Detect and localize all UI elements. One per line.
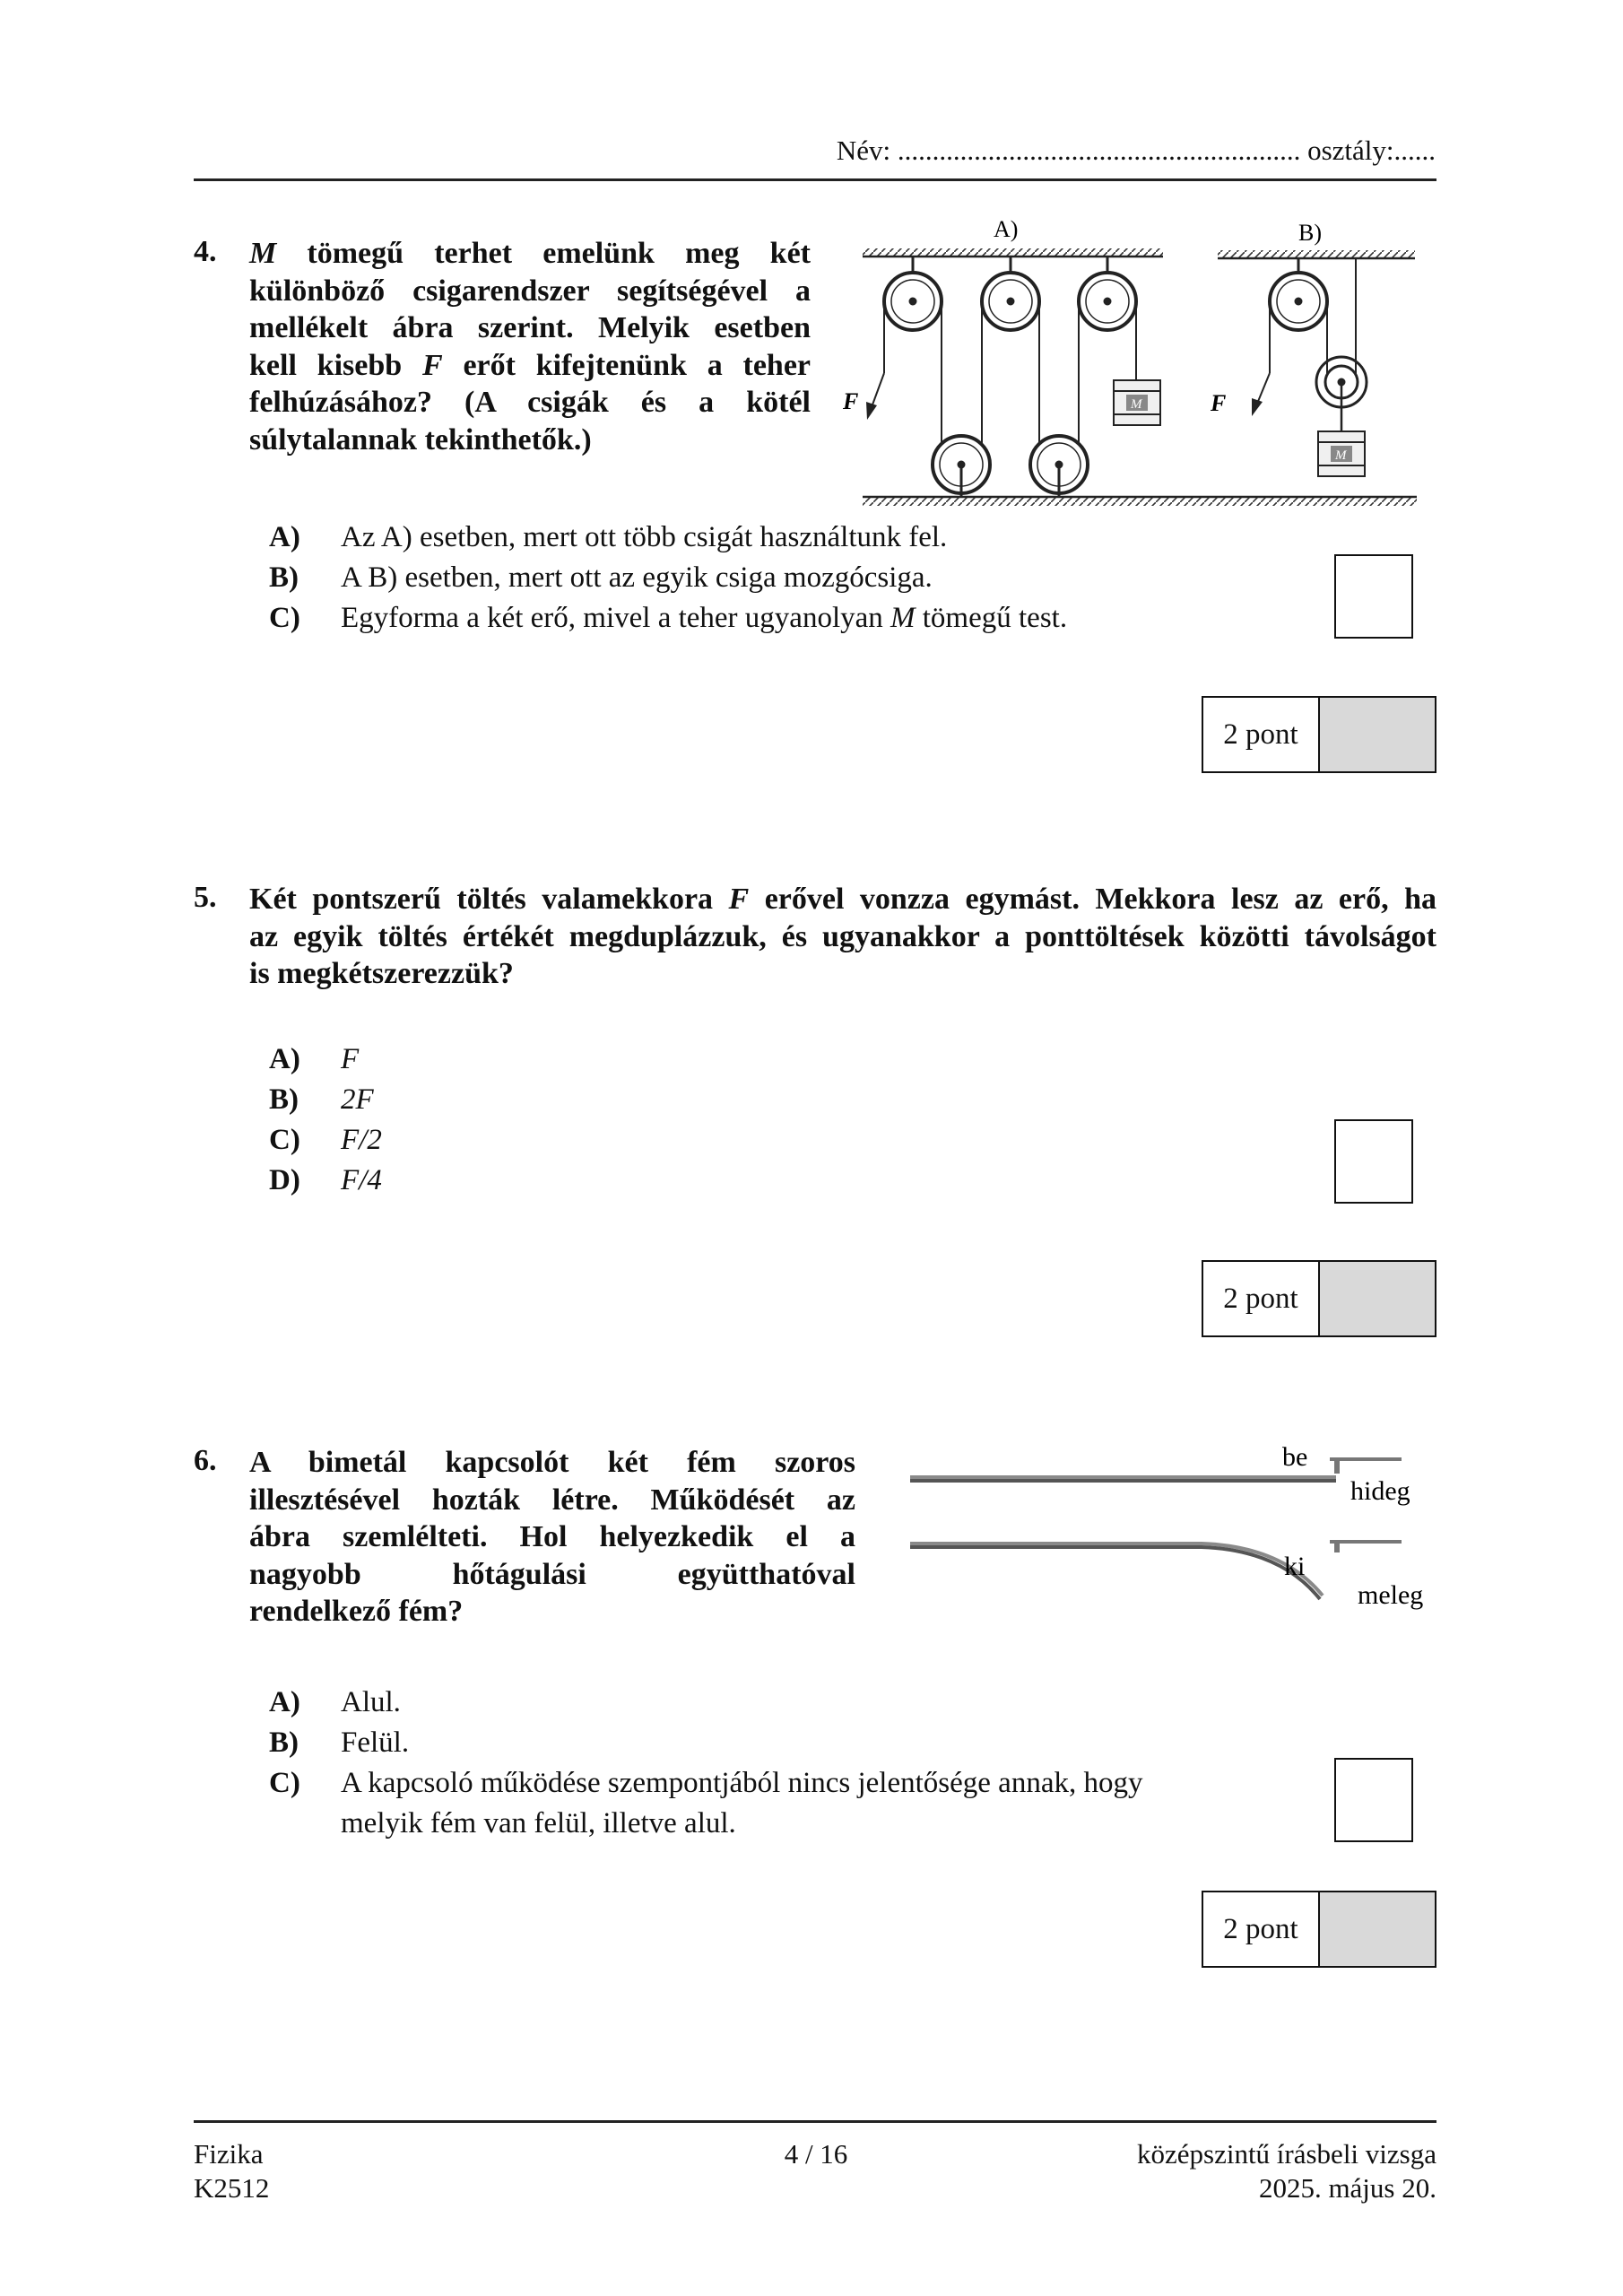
svg-text:F: F <box>1211 390 1227 416</box>
footer-code: K2512 <box>194 2172 270 2204</box>
q5-score-label: 2 pont <box>1203 1262 1320 1335</box>
q6-score-cell[interactable] <box>1320 1892 1435 1966</box>
q4-number: 4. <box>194 235 217 268</box>
q4-option-a[interactable]: A) Az A) esetben, mert ott több csigát használtunk fel. <box>269 521 948 553</box>
mass-b <box>1318 431 1365 476</box>
pulley-system-b <box>1270 258 1367 431</box>
q4-option-c[interactable]: C) Egyforma a két erő, mivel a teher ugyanolyan M tömegű test. <box>269 602 1068 634</box>
label-meleg: meleg <box>1358 1580 1424 1610</box>
q4-options <box>269 517 1255 639</box>
bimetal-strip-cold <box>910 1475 1336 1483</box>
figure-label-b: B) <box>1298 220 1322 246</box>
q6-line-5: rendelkező fém? <box>249 1595 464 1628</box>
bimetal-figure <box>906 1439 1444 1618</box>
svg-text:M: M <box>1335 448 1347 463</box>
q6-line-4: nagyobb hőtágulási együtthatóval <box>249 1557 855 1591</box>
bimetal-strip-hot <box>910 1544 1323 1599</box>
footer-exam: középszintű írásbeli vizsga <box>1136 2138 1436 2170</box>
contact-hot <box>1330 1540 1402 1552</box>
pulley-figure <box>825 212 1435 517</box>
contact-cold <box>1330 1457 1402 1474</box>
ceiling-b <box>1218 250 1415 258</box>
q6-score-label: 2 pont <box>1203 1892 1320 1966</box>
svg-text:F: F <box>843 388 859 414</box>
q4-line-5: felhúzásához? (A csigák és a kötél <box>249 386 811 419</box>
footer-date: 2025. május 20. <box>1258 2172 1436 2204</box>
q5-score-cell[interactable] <box>1320 1262 1435 1335</box>
footer-right <box>1137 2137 1436 2205</box>
q6-question-text <box>249 1444 855 1631</box>
ceiling-a <box>863 248 1163 257</box>
q5-question-text: Két pontszerű töltés valamekkora F erővel vonzza egymást. Mekkora lesz az erő, ha az egyik töltés értékét megduplázzuk, és ugyanakkor a ponttöltések közötti távolságot is megkétszerezzük? <box>249 881 1436 993</box>
footer-left <box>194 2137 269 2205</box>
q5-option-c[interactable]: C) F/2 <box>269 1124 382 1156</box>
footer-rule <box>194 2120 1436 2123</box>
force-arrow-b <box>1210 373 1270 416</box>
label-ki: ki <box>1284 1552 1306 1581</box>
q6-line-3: ábra szemlélteti. Hol helyezkedik el a <box>249 1520 855 1553</box>
q4-score-label: 2 pont <box>1203 698 1320 771</box>
q6-option-a[interactable]: A) Alul. <box>269 1686 401 1718</box>
figure-label-a: A) <box>994 216 1019 242</box>
header-rule <box>194 178 1436 181</box>
q5-line-3: is megkétszerezzük? <box>249 957 514 990</box>
q5-option-d[interactable]: D) F/4 <box>269 1164 382 1196</box>
q6-option-c-cont: melyik fém van felül, illetve alul. <box>341 1807 736 1839</box>
svg-text:M: M <box>1131 397 1142 412</box>
q6-option-c[interactable]: C) A kapcsoló működése szempontjából nincs jelentősége annak, hogy <box>269 1767 1143 1799</box>
q6-option-b[interactable]: B) Felül. <box>269 1726 410 1759</box>
label-be: be <box>1282 1442 1308 1472</box>
q5-option-a[interactable]: A) F <box>269 1043 360 1075</box>
q4-line-2: különböző csigarendszer segítségével a <box>249 274 811 308</box>
q4-m-symbol: M <box>249 237 277 270</box>
q6-score-box <box>1202 1891 1436 1968</box>
q6-line-2: illesztésével hozták létre. Működését az <box>249 1483 855 1517</box>
q6-number: 6. <box>194 1444 217 1477</box>
q4-option-b[interactable]: B) A B) esetben, mert ott az egyik csiga mozgócsiga. <box>269 561 933 594</box>
q4-line-3: mellékelt ábra szerint. Melyik esetben <box>249 311 811 344</box>
floor <box>863 497 1417 506</box>
footer-page: 4 / 16 <box>784 2138 848 2170</box>
q5-answer-box[interactable] <box>1334 1119 1413 1204</box>
q5-option-b[interactable]: B) 2F <box>269 1083 374 1116</box>
q5-score-box <box>1202 1260 1436 1337</box>
label-hideg: hideg <box>1350 1476 1410 1506</box>
pulley-system-a <box>884 257 1136 497</box>
q5-line-2: az egyik töltés értékét megduplázzuk, és ugyanakkor a ponttöltések közötti távolságot <box>249 919 1436 953</box>
q4-score-cell[interactable] <box>1320 698 1435 771</box>
q4-answer-box[interactable] <box>1334 554 1413 639</box>
q4-score-box <box>1202 696 1436 773</box>
q5-number: 5. <box>194 881 217 914</box>
force-arrow-a <box>842 373 884 420</box>
q5-options <box>269 1039 807 1201</box>
footer-subject: Fizika <box>194 2138 264 2170</box>
q6-options <box>269 1683 1300 1844</box>
mass-a <box>1114 380 1160 425</box>
q6-line-1: A bimetál kapcsolót két fém szoros <box>249 1446 855 1479</box>
q6-answer-box[interactable] <box>1334 1758 1413 1842</box>
q4-line-6: súlytalannak tekinthetők.) <box>249 422 592 457</box>
name-class-field: Név: .......................................................... osztály:...... <box>836 135 1436 166</box>
q4-question-text: M tömegű terhet emelünk meg két különböző csigarendszer segítségével a mellékelt ábra szerint. Melyik esetben kell kisebb F erőt kifejtenünk a teher felhúzásához? (A csigák és a kötél súlytalannak tekinthetők.) <box>249 235 811 458</box>
